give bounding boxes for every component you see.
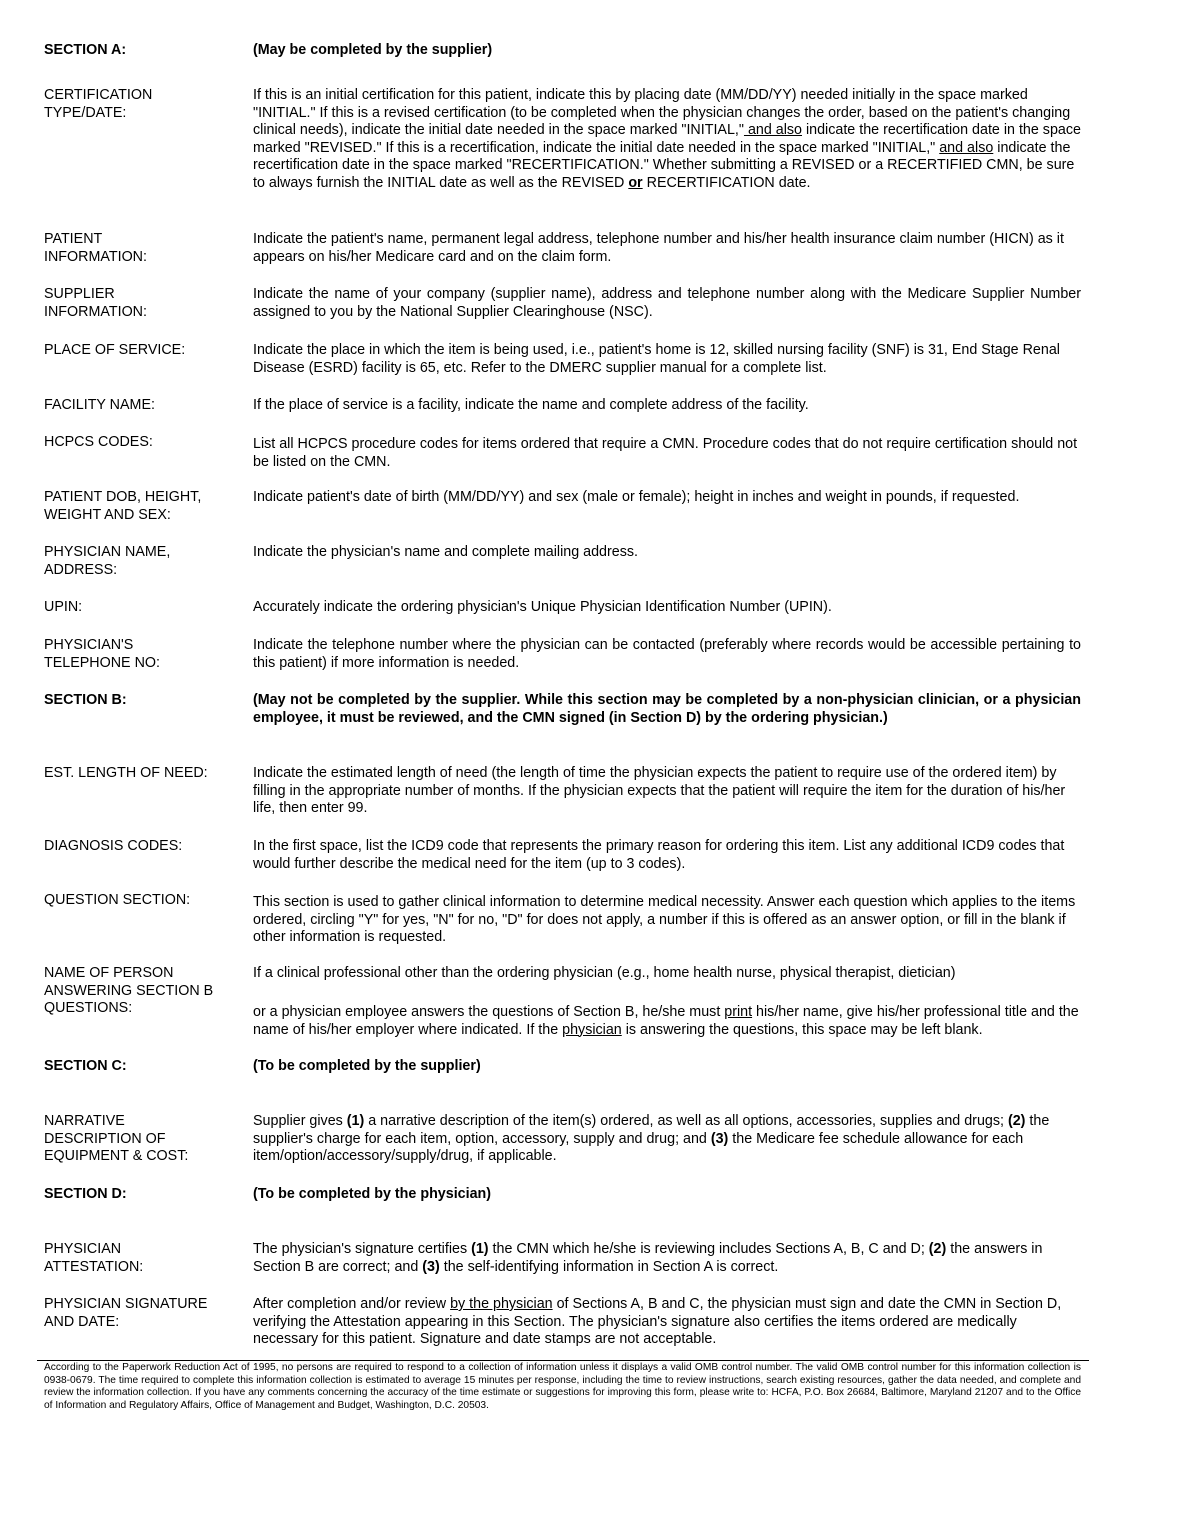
hcpcs-codes-text: List all HCPCS procedure codes for items ordered that require a CMN. Procedure codes that do not require certification should not be listed on the CMN.	[253, 436, 1078, 470]
signature-part-2: of Sections A, B and C, the physician must sign and date the CMN in Section D, verifying the Attestation appearing in this Section. The physician's signature also certifies the items ordered are medically necessary for this patient. Signature and date stamps are not acceptable.	[253, 1296, 1062, 1348]
section-c-note: (To be completed by the supplier)	[253, 1058, 481, 1074]
attestation-part-3: the answers in Section B are correct; and	[253, 1241, 1043, 1275]
physician-name-text: Indicate the physician's name and complete mailing address.	[253, 544, 638, 560]
attestation-label: PHYSICIAN ATTESTATION:	[44, 1241, 144, 1275]
attestation-marker-1: (1)	[471, 1241, 489, 1257]
narrative-text	[253, 1113, 1081, 1166]
attestation-part-4: the self-identifying information in Section A is correct.	[439, 1258, 779, 1275]
section-d-label: SECTION D:	[44, 1186, 127, 1202]
certification-text	[253, 87, 1081, 193]
diagnosis-codes-text: In the first space, list the ICD9 code that represents the primary reason for ordering this item. List any additional ICD9 codes that would further describe the medical need for the item (up to 3 codes).	[253, 838, 1065, 872]
person-answering-line-1: If a clinical professional other than the ordering physician (e.g., home health nurse, physical therapist, dietician)	[253, 965, 956, 981]
patient-dob-label: PATIENT DOB, HEIGHT, WEIGHT AND SEX:	[44, 489, 202, 523]
person-answering-part-3: is answering the questions, this space may be left blank.	[621, 1021, 983, 1038]
supplier-information-label: SUPPLIER INFORMATION:	[44, 286, 147, 320]
attestation-part-1: The physician's signature certifies	[253, 1241, 472, 1257]
physician-telephone-label: PHYSICIAN'S TELEPHONE NO:	[44, 637, 160, 671]
place-of-service-label: PLACE OF SERVICE:	[44, 342, 186, 358]
section-a-label: SECTION A:	[44, 42, 127, 58]
section-a-note: (May be completed by the supplier)	[253, 42, 493, 58]
narrative-marker-1: (1)	[346, 1113, 365, 1129]
section-b-label: SECTION B:	[44, 692, 127, 708]
narrative-marker-3: (3)	[710, 1130, 729, 1147]
narrative-part-4: the Medicare fee schedule allowance for each item/option/accessory/supply/drug, if applicable.	[253, 1130, 1024, 1165]
certification-label: CERTIFICATION TYPE/DATE:	[44, 87, 153, 121]
attestation-text	[253, 1241, 1081, 1276]
length-of-need-label: EST. LENGTH OF NEED:	[44, 765, 208, 781]
signature-by-the-physician: by the physician	[450, 1296, 553, 1312]
person-answering-part-2: his/her name, give his/her professional title and the name of his/her employer where indicated. If the	[253, 1004, 1079, 1038]
certification-text-part-2: indicate the recertification date in the space marked "REVISED." If this is a recertification, indicate the initial date needed in the space marked "INITIAL,"	[253, 122, 1081, 156]
section-c-label: SECTION C:	[44, 1058, 127, 1074]
supplier-information-text: Indicate the name of your company (supplier name), address and telephone number along with the Medicare Supplier Number assigned to you by the National Supplier Clearinghouse (NSC).	[253, 286, 1081, 320]
signature-label: PHYSICIAN SIGNATURE AND DATE:	[44, 1296, 208, 1330]
person-answering-label: NAME OF PERSON ANSWERING SECTION B QUESTIONS:	[44, 965, 214, 1017]
person-answering-physician: physician	[562, 1021, 622, 1038]
hcpcs-codes-label: HCPCS CODES:	[44, 434, 153, 450]
section-b-note: (May not be completed by the supplier. While this section may be completed by a non-physician clinician, or a physician employee, it must be reviewed, and the CMN signed (in Section D) by the ordering physician.)	[253, 692, 1081, 726]
person-answering-print: print	[724, 1004, 753, 1020]
facility-name-text: If the place of service is a facility, indicate the name and complete address of the facility.	[253, 397, 809, 413]
facility-name-label: FACILITY NAME:	[44, 397, 155, 413]
physician-telephone-text: Indicate the telephone number where the physician can be contacted (preferably where records would be accessible pertaining to this patient) if more information is needed.	[253, 637, 1081, 671]
diagnosis-codes-label: DIAGNOSIS CODES:	[44, 838, 183, 854]
person-answering-part-1: or a physician employee answers the questions of Section B, he/she must	[253, 1004, 725, 1020]
certification-and-also-2: and also	[939, 139, 994, 156]
person-answering-text	[253, 1004, 1081, 1039]
certification-text-part-1: If this is an initial certification for this patient, indicate this by placing date (MM/DD/YY) needed initially in the space marked "INITIAL." If this is a revised certification (to be completed when the physician changes the order, based on the patient's changing clinical needs), indicate the initial date needed in the space marked "INITIAL,"	[253, 87, 1071, 139]
narrative-label: NARRATIVE DESCRIPTION OF EQUIPMENT & COST:	[44, 1113, 189, 1165]
attestation-part-2: the CMN which he/she is reviewing includes Sections A, B, C and D;	[488, 1241, 929, 1257]
question-section-text: This section is used to gather clinical information to determine medical necessity. Answer each question which applies to the items ordered, circling "Y" for yes, "N" for no, "D" for does not apply, a number if this is offered as an answer option, or fill in the blank if other information is requested.	[253, 894, 1076, 946]
certification-and-also-1: and also	[743, 122, 802, 139]
length-of-need-text: Indicate the estimated length of need (the length of time the physician expects the patient to require use of the ordered item) by filling in the appropriate number of months. If the physician expects that the patient will require the item for the duration of his/her life, then enter 99.	[253, 765, 1066, 817]
narrative-part-2: a narrative description of the item(s) ordered, as well as all options, accessories, supplies and drugs;	[364, 1113, 1008, 1129]
footer-divider	[37, 1360, 1089, 1361]
patient-information-label: PATIENT INFORMATION:	[44, 231, 147, 265]
narrative-part-1: Supplier gives	[253, 1113, 347, 1129]
place-of-service-text: Indicate the place in which the item is being used, i.e., patient's home is 12, skilled nursing facility (SNF) is 31, End Stage Renal Disease (ESRD) facility is 65, etc. Refer to the DMERC supplier manual for a complete list.	[253, 342, 1060, 376]
patient-information-text: Indicate the patient's name, permanent legal address, telephone number and his/her health insurance claim number (HICN) as it appears on his/her Medicare card and on the claim form.	[253, 231, 1064, 265]
upin-text: Accurately indicate the ordering physician's Unique Physician Identification Number (UPIN).	[253, 599, 832, 615]
upin-label: UPIN:	[44, 599, 83, 615]
signature-part-1: After completion and/or review	[253, 1296, 451, 1312]
patient-dob-text: Indicate patient's date of birth (MM/DD/YY) and sex (male or female); height in inches and weight in pounds, if requested.	[253, 489, 1020, 505]
certification-text-part-3: indicate the recertification date in the space marked "RECERTIFICATION." Whether submitting a REVISED or a RECERTIFIED CMN, be sure to always furnish the INITIAL date as well as the REVISED	[253, 139, 1075, 191]
narrative-marker-2: (2)	[1007, 1113, 1026, 1129]
section-d-note: (To be completed by the physician)	[253, 1186, 492, 1202]
attestation-marker-3: (3)	[422, 1258, 440, 1275]
certification-text-part-4: RECERTIFICATION date.	[642, 174, 811, 191]
attestation-marker-2: (2)	[928, 1241, 947, 1257]
question-section-label: QUESTION SECTION:	[44, 892, 191, 908]
physician-name-label: PHYSICIAN NAME, ADDRESS:	[44, 544, 171, 578]
paperwork-reduction-notice: According to the Paperwork Reduction Act of 1995, no persons are required to respond to a collection of information unless it displays a valid OMB control number. The valid OMB control number for this information collection is 0938-0679. The time required to complete this information collection is estimated to average 15 minutes per response, including the time to review instructions, search existing resources, gather the data needed, and complete and review the information collection. If you have any comments concerning the accuracy of the time estimate or suggestions for improving this form, please write to: HCFA, P.O. Box 26684, Baltimore, Maryland 21207 and to the Office of Information and Regulatory Affairs, Office of Management and Budget, Washington, D.C. 20503.	[44, 1362, 1081, 1411]
certification-or: or	[628, 174, 643, 191]
signature-text	[253, 1296, 1081, 1349]
narrative-part-3: the supplier's charge for each item, option, accessory, supply and drug; and	[253, 1113, 1050, 1147]
